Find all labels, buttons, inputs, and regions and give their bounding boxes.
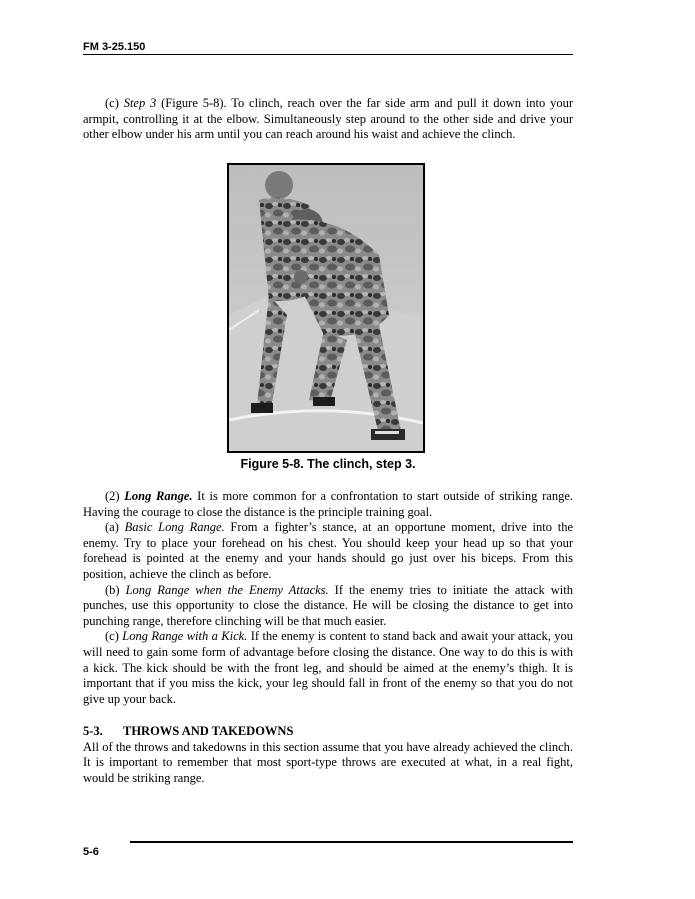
clinch-photo-illustration xyxy=(229,165,423,451)
page-number: 5-6 xyxy=(83,846,99,858)
figure-caption: Figure 5-8. The clinch, step 3. xyxy=(240,457,416,471)
long-range-lead: (2) xyxy=(105,489,125,503)
paragraph-enemy-attacks xyxy=(83,583,573,630)
with-kick-title: Long Range with a Kick. xyxy=(122,629,248,644)
section-heading xyxy=(83,724,573,740)
step3-text: (Figure 5-8). To clinch, reach over the far side arm and pull it down into your armpit, controlling it at the elbow. Simultaneously step around to the other side and drive your other elbow under his arm until you can reach around his waist and achieve the clinch. xyxy=(83,96,573,142)
basic-long-range-lead: (a) xyxy=(105,520,125,535)
paragraph-with-kick xyxy=(83,629,573,707)
long-range-title: Long Range. xyxy=(124,489,193,503)
step3-lead: (c) xyxy=(105,96,124,110)
document-id: FM 3-25.150 xyxy=(83,41,146,53)
enemy-attacks-title: Long Range when the Enemy Attacks. xyxy=(125,582,329,597)
basic-long-range-title: Basic Long Range. xyxy=(124,520,225,535)
section-title: THROWS AND TAKEDOWNS xyxy=(123,724,294,738)
with-kick-text: If the enemy is content to stand back and await your attack, you will need to gain some form of advantage before closing the distance. One way to do this is with a kick. The kick should be with the front leg, and should be aimed at the enemy’s thigh. It is important that if you miss the kick, your leg should fall in front of the enemy so that you do not give up your back. xyxy=(83,629,574,706)
long-range-text: It is more common for a confrontation to start outside of striking range. Having the courage to close the distance is the principle training goal. xyxy=(83,489,573,519)
section-body: All of the throws and takedowns in this section assume that you have already achieved the clinch. It is important to remember that most sport-type throws are executed at what, in a real fight, would be striking range. xyxy=(83,739,573,785)
with-kick-lead: (c) xyxy=(105,629,123,644)
footer-rule xyxy=(130,841,573,843)
step3-title: Step 3 xyxy=(123,96,157,110)
paragraph-basic-long-range xyxy=(83,520,573,582)
enemy-attacks-lead: (b) xyxy=(105,582,126,597)
paragraph-step3 xyxy=(83,96,573,143)
throws-section xyxy=(83,724,573,786)
basic-long-range-text: From a fighter’s stance, at an opportune moment, drive into the enemy. Try to place your forehead on his chest. You should keep your head up so that your forehead is pointed at the enemy and your hands should go just over his biceps. From this position, achieve the clinch as before. xyxy=(83,520,573,581)
section-number: 5-3. xyxy=(83,724,103,738)
paragraph-long-range xyxy=(83,489,573,520)
long-range-section xyxy=(83,489,573,707)
figure-5-8-photo xyxy=(227,163,425,453)
header-rule xyxy=(83,54,573,55)
enemy-attacks-text: If the enemy tries to initiate the attack with punches, use this opportunity to close the distance. He will be closing the distance to get into punching range, therefore clinching will be that much easier. xyxy=(83,582,573,628)
